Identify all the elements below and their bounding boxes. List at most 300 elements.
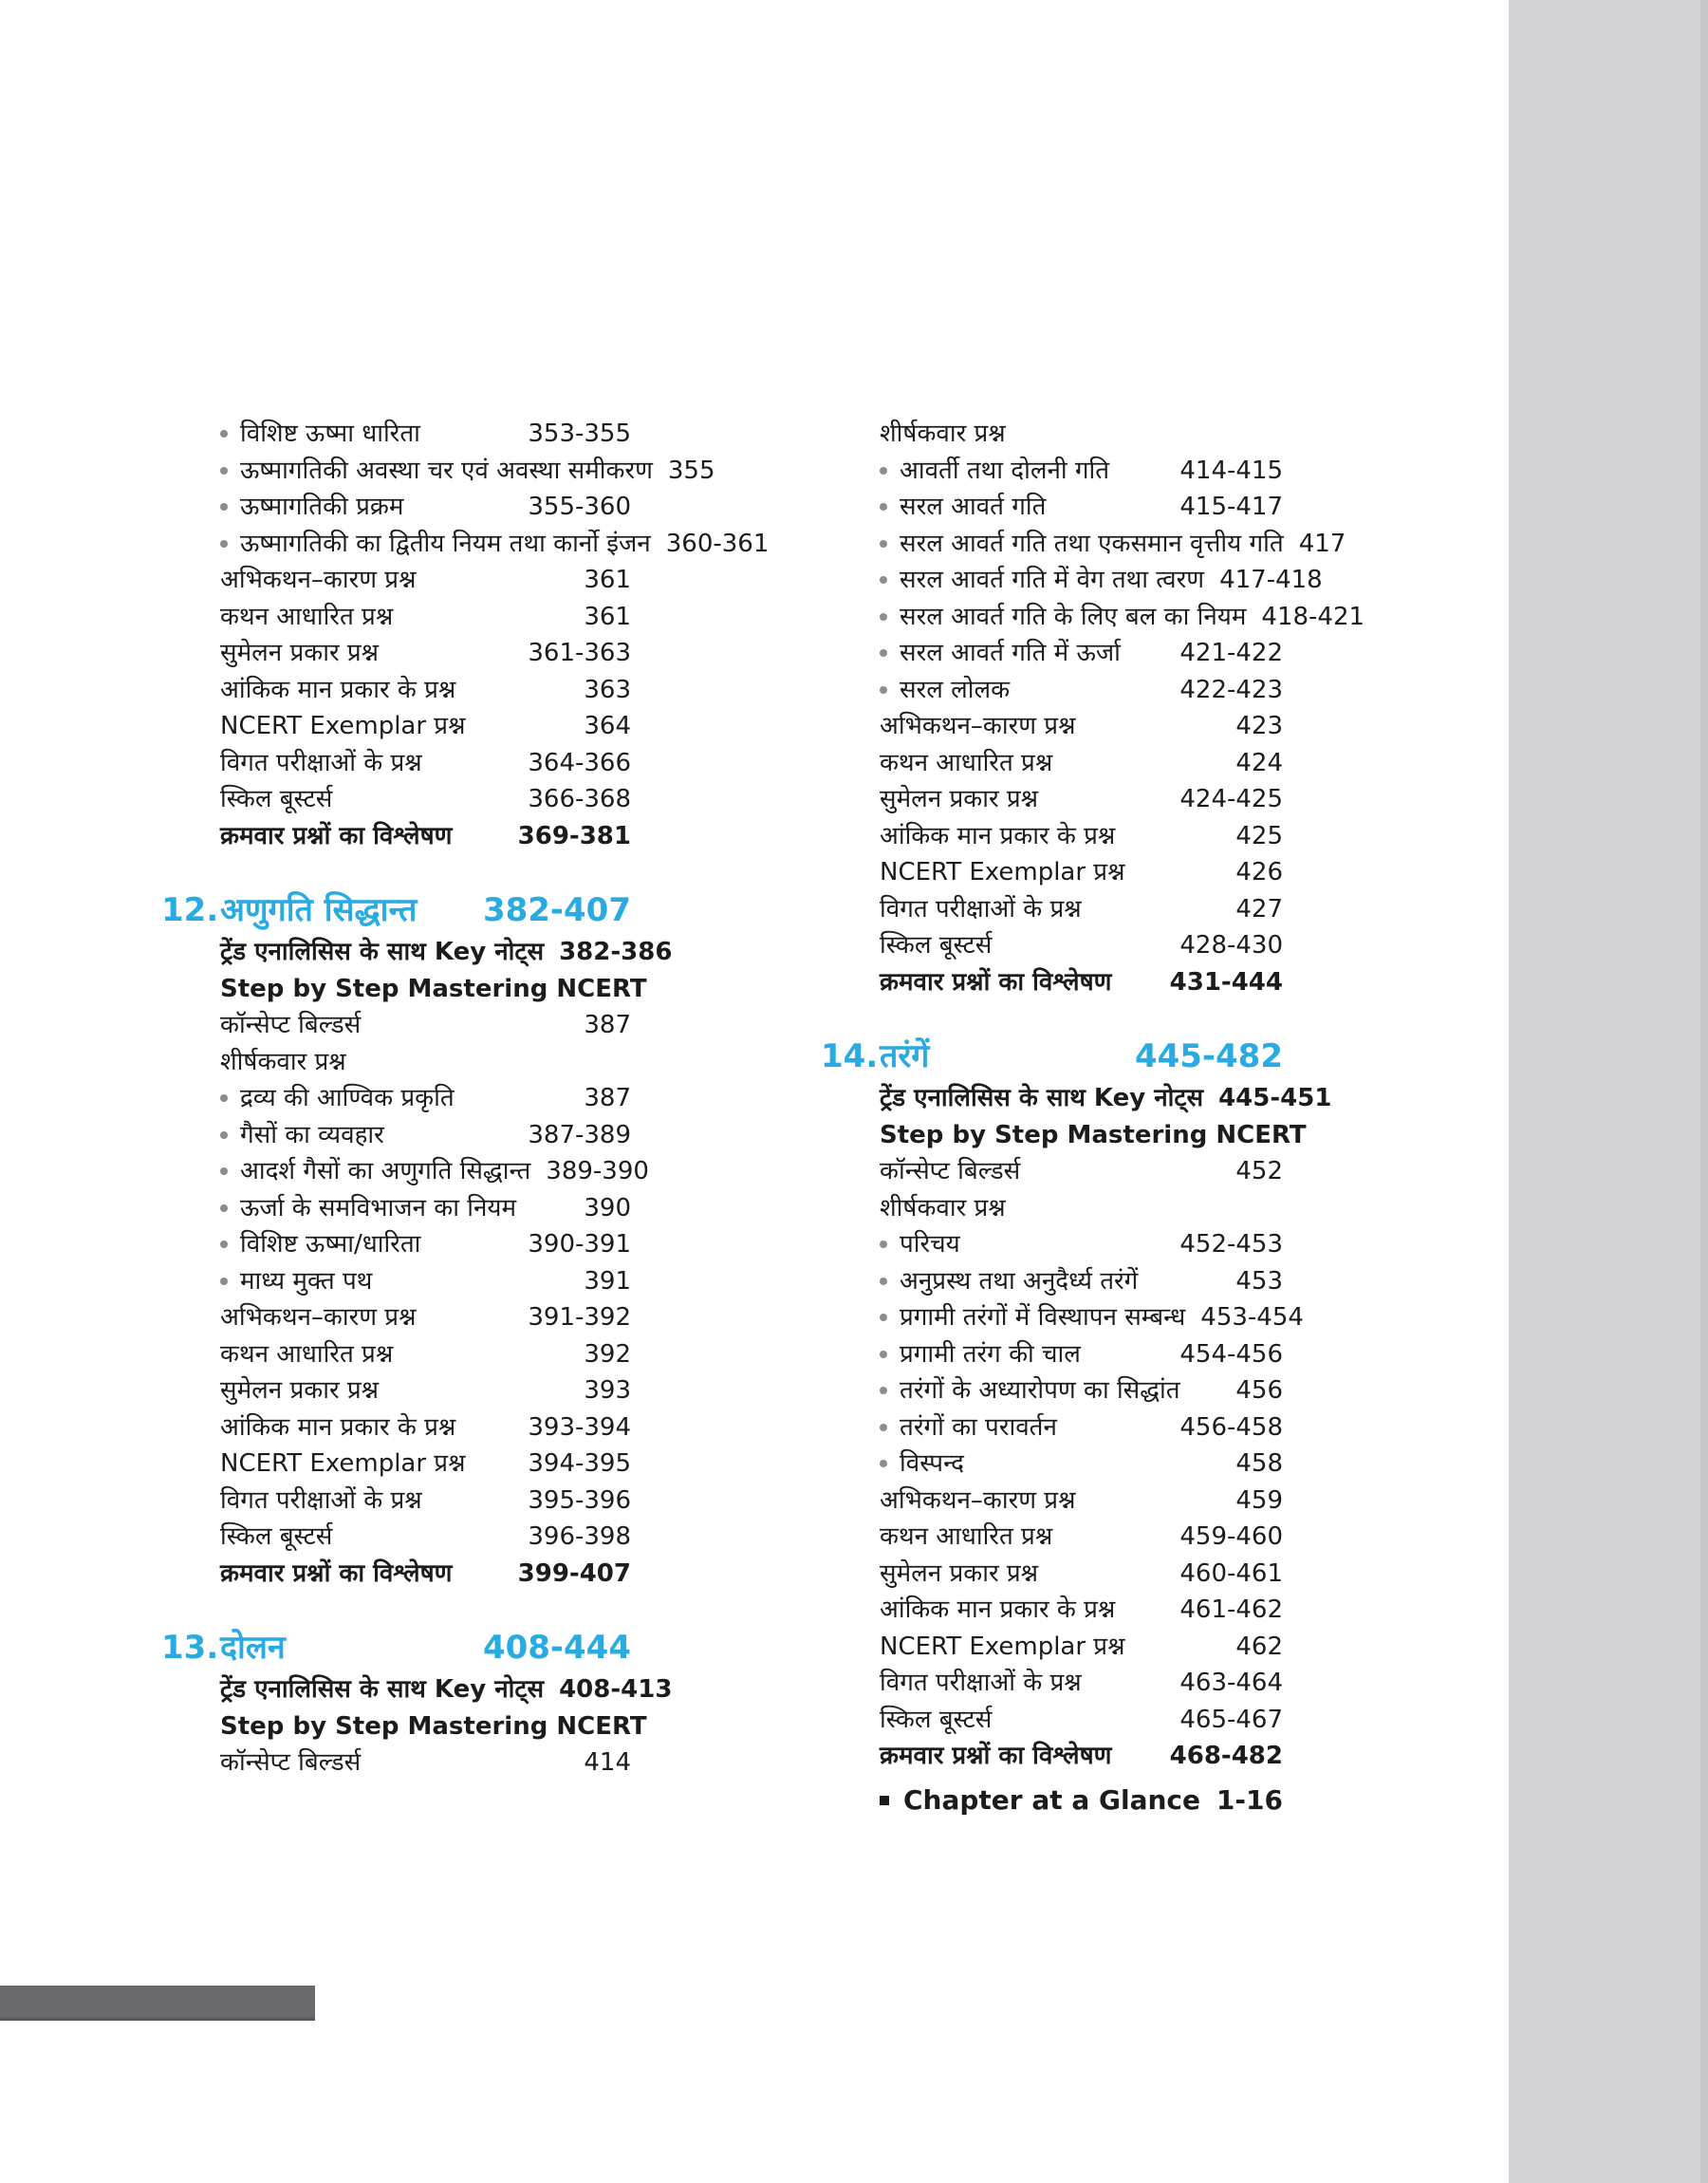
toc-pages: 389-390 — [546, 1157, 649, 1186]
toc-label — [880, 821, 1235, 850]
bullet-dot-icon — [220, 1241, 228, 1248]
toc-pages: 421-422 — [1179, 639, 1283, 668]
toc-pages: 364-366 — [528, 748, 631, 777]
toc-row — [161, 453, 715, 490]
bullet-dot-icon — [880, 1241, 887, 1248]
toc-pages: 1-16 — [1216, 1783, 1283, 1816]
toc-label-text: अभिकथन–कारण प्रश्न — [220, 566, 417, 595]
toc-pages: 417-418 — [1219, 566, 1323, 595]
toc-row — [161, 934, 673, 971]
toc-label — [880, 675, 1179, 704]
toc-label — [220, 1303, 528, 1333]
toc-row — [161, 781, 631, 818]
toc-label — [220, 458, 668, 483]
toc-label-text: माध्य मुक्त पथ — [240, 1266, 373, 1296]
toc-label-text: कथन आधारित प्रश्न — [220, 1339, 394, 1369]
toc-label — [880, 1485, 1235, 1515]
toc-pages: 387-389 — [528, 1120, 631, 1149]
toc-row — [161, 708, 631, 745]
toc-row — [821, 1556, 1283, 1593]
toc-row — [821, 927, 1283, 964]
toc-label-text: NCERT Exemplar प्रश्न — [220, 1449, 466, 1479]
toc-label-text: सरल आवर्त गति के लिए बल का नियम — [900, 602, 1247, 631]
toc-row — [821, 1446, 1283, 1483]
toc-row — [821, 635, 1283, 672]
toc-label — [880, 1376, 1235, 1406]
toc-row — [161, 1556, 631, 1593]
chapter-pages: 382-407 — [482, 891, 631, 929]
toc-row — [821, 1629, 1283, 1666]
toc-row — [821, 854, 1283, 891]
toc-label-text: तरंगों का परावर्तन — [900, 1412, 1057, 1442]
toc-pages: 414-415 — [1179, 456, 1283, 485]
toc-label — [880, 566, 1219, 595]
chapter-pages: 445-482 — [1134, 1037, 1283, 1075]
bullet-square-icon — [880, 1796, 889, 1805]
toc-pages: 393-394 — [528, 1412, 631, 1442]
toc-label-text: द्रव्य की आण्विक प्रकृति — [240, 1084, 455, 1113]
toc-label — [220, 566, 584, 595]
toc-pages: 395-396 — [528, 1485, 631, 1515]
toc-row — [821, 1483, 1283, 1520]
toc-label-text: सरल आवर्त गति में वेग तथा त्वरण — [900, 566, 1205, 595]
toc-label-text: परिचय — [900, 1230, 960, 1259]
toc-pages: 392 — [584, 1339, 631, 1369]
right-gray-strip — [1509, 0, 1708, 2183]
toc-pages: 396-398 — [528, 1522, 631, 1552]
toc-row — [161, 1263, 631, 1300]
toc-label-text: कथन आधारित प्रश्न — [220, 602, 394, 631]
toc-row — [821, 1519, 1283, 1556]
footer-gray-bar — [0, 1986, 315, 2021]
bullet-dot-icon — [880, 1314, 887, 1321]
bullet-dot-icon — [220, 1094, 228, 1102]
toc-row — [161, 1483, 631, 1520]
toc-label-text: शीर्षकवार प्रश्न — [880, 1193, 1006, 1222]
chapter-pages: 408-444 — [482, 1629, 631, 1667]
toc-label-text: आंकिक मान प्रकार के प्रश्न — [220, 1412, 456, 1442]
toc-label — [880, 1159, 1235, 1184]
toc-row — [821, 1263, 1283, 1300]
toc-label-text: Step by Step Mastering NCERT — [880, 1120, 1307, 1149]
chapter-title: तरंगें — [880, 1037, 930, 1075]
chapter-number: 13. — [161, 1629, 219, 1667]
toc-pages: 431-444 — [1169, 967, 1283, 997]
toc-row — [161, 1007, 631, 1044]
toc-row — [821, 1665, 1283, 1702]
toc-label-text: कॉन्सेप्ट बिल्डर्स — [880, 1157, 1021, 1186]
toc-label — [220, 1711, 662, 1741]
toc-label-text: आंकिक मान प्रकार के प्रश्न — [880, 821, 1116, 850]
toc-pages: 355 — [667, 456, 715, 485]
toc-pages: 393 — [584, 1376, 631, 1406]
toc-label — [220, 1449, 528, 1479]
toc-row — [161, 971, 647, 1008]
bullet-dot-icon — [880, 540, 887, 548]
toc-label — [220, 1193, 584, 1222]
toc-pages: 452 — [1235, 1157, 1283, 1186]
toc-label-text: Step by Step Mastering NCERT — [220, 974, 647, 1003]
toc-label-text: आंकिक मान प्रकार के प्रश्न — [880, 1595, 1116, 1625]
toc-pages: 415-417 — [1179, 493, 1283, 522]
toc-label — [220, 420, 528, 449]
toc-pages: 462 — [1235, 1632, 1283, 1661]
toc-label-text: गैसों का व्यवहार — [240, 1120, 384, 1149]
toc-pages: 454-456 — [1179, 1339, 1283, 1369]
toc-label — [880, 1339, 1179, 1369]
toc-label-text: अभिकथन–कारण प्रश्न — [220, 1303, 417, 1333]
toc-pages: 453 — [1235, 1266, 1283, 1296]
toc-pages: 369-381 — [517, 821, 631, 850]
toc-row — [821, 1226, 1283, 1263]
toc-label-text: ट्रेंड एनालिसिस के साथ Key नोट्स — [220, 1675, 545, 1705]
bullet-dot-icon — [880, 686, 887, 694]
toc-label — [220, 712, 584, 741]
toc-label-text: कथन आधारित प्रश्न — [880, 748, 1053, 777]
bullet-dot-icon — [220, 1278, 228, 1285]
toc-label — [880, 420, 1283, 449]
toc-label — [880, 748, 1235, 777]
toc-row — [821, 562, 1323, 599]
toc-label-text: सरल आवर्त गति तथा एकसमान वृत्तीय गति — [900, 529, 1284, 558]
toc-label — [880, 1742, 1170, 1771]
toc-pages: 414 — [584, 1748, 631, 1778]
toc-row — [821, 672, 1283, 709]
toc-row — [161, 635, 631, 672]
toc-label — [220, 1047, 631, 1076]
toc-label-text: आंकिक मान प्रकार के प्रश्न — [220, 675, 456, 704]
toc-row — [821, 708, 1283, 745]
toc-pages: 353-355 — [528, 420, 631, 449]
toc-label-text: ट्रेंड एनालिसिस के साथ Key नोट्स — [880, 1084, 1204, 1113]
toc-label-text: शीर्षकवार प्रश्न — [880, 420, 1006, 449]
toc-row — [161, 526, 770, 563]
toc-label-text: स्किल बूस्टर्स — [220, 785, 333, 814]
toc-label-text: ऊष्मागतिकी प्रक्रम — [240, 493, 404, 522]
toc-label — [880, 1595, 1179, 1625]
toc-label-text: कथन आधारित प्रश्न — [880, 1522, 1053, 1552]
bullet-dot-icon — [220, 1167, 228, 1175]
toc-pages: 465-467 — [1179, 1705, 1283, 1734]
toc-label-text: अनुप्रस्थ तथा अनुदैर्ध्य तरंगें — [900, 1266, 1139, 1296]
toc-label-text: NCERT Exemplar प्रश्न — [880, 1632, 1125, 1661]
toc-label — [220, 1159, 546, 1184]
toc-row — [161, 562, 631, 599]
toc-pages: 424 — [1235, 748, 1283, 777]
toc-label — [880, 1558, 1179, 1588]
toc-label-text: सुमेलन प्रकार प्रश्न — [220, 1376, 380, 1406]
toc-row — [161, 1226, 631, 1263]
toc-label-text: प्रगामी तरंगों में विस्थापन सम्बन्ध — [900, 1303, 1186, 1333]
toc-label — [880, 1266, 1235, 1296]
left-column — [161, 416, 770, 1782]
toc-label — [880, 860, 1235, 885]
toc-label-text: स्किल बूस्टर्स — [880, 1705, 993, 1734]
toc-row — [161, 672, 631, 709]
toc-pages: 391 — [584, 1266, 631, 1296]
toc-pages: 463-464 — [1179, 1669, 1283, 1698]
toc-label-text: ऊष्मागतिकी अवस्था चर एवं अवस्था समीकरण — [240, 456, 653, 485]
toc-pages: 427 — [1235, 894, 1283, 924]
toc-label — [220, 938, 559, 967]
toc-label — [880, 712, 1235, 741]
toc-label — [220, 1376, 584, 1406]
toc-label — [220, 787, 528, 812]
toc-label-text: शीर्षकवार प्रश्न — [220, 1047, 346, 1076]
toc-label-text: विगत परीक्षाओं के प्रश्न — [880, 1669, 1082, 1698]
toc-row — [161, 489, 631, 526]
toc-label-text: सुमेलन प्रकार प्रश्न — [220, 639, 380, 668]
toc-label — [220, 1011, 584, 1040]
bullet-dot-icon — [880, 1278, 887, 1285]
toc-row — [161, 1409, 631, 1446]
toc-row — [161, 1708, 647, 1745]
bullet-dot-icon — [880, 1387, 887, 1394]
toc-label — [880, 1232, 1179, 1257]
toc-label-text: ऊष्मागतिकी का द्वितीय नियम तथा कार्नो इंजन — [240, 529, 651, 558]
toc-label — [220, 1339, 584, 1369]
toc-row — [821, 781, 1283, 818]
toc-label — [880, 639, 1179, 668]
toc-row — [161, 1299, 631, 1336]
toc-label-text: विशिष्ट ऊष्मा धारिता — [240, 420, 420, 449]
toc-label-text: कॉन्सेप्ट बिल्डर्स — [220, 1011, 362, 1040]
toc-row — [821, 818, 1283, 855]
toc-row — [821, 1299, 1304, 1336]
toc-pages: 361 — [584, 566, 631, 595]
toc-row — [821, 1738, 1283, 1775]
toc-pages: 445-451 — [1218, 1084, 1332, 1113]
toc-label-text: विशिष्ट ऊष्मा/धारिता — [240, 1230, 421, 1259]
toc-label-text: Chapter at a Glance — [903, 1783, 1201, 1816]
toc-label-text: अभिकथन–कारण प्रश्न — [880, 1485, 1076, 1515]
toc-pages: 453-454 — [1200, 1303, 1304, 1333]
toc-label-text: विस्पन्द — [900, 1449, 964, 1479]
toc-label-text: आवर्ती तथा दोलनी गति — [900, 456, 1110, 485]
toc-pages: 460-461 — [1179, 1558, 1283, 1588]
toc-pages: 364 — [584, 712, 631, 741]
toc-label — [220, 748, 528, 777]
toc-label-text: प्रगामी तरंग की चाल — [900, 1339, 1081, 1369]
toc-pages: 390-391 — [528, 1230, 631, 1259]
bullet-dot-icon — [880, 649, 887, 657]
toc-pages: 363 — [584, 675, 631, 704]
toc-label — [220, 974, 662, 1003]
toc-pages: 387 — [584, 1084, 631, 1113]
toc-row — [161, 1671, 673, 1708]
toc-row — [161, 1044, 631, 1081]
toc-row — [821, 891, 1283, 928]
toc-label — [880, 1707, 1179, 1732]
bullet-dot-icon — [880, 467, 887, 475]
toc-row — [161, 1519, 631, 1556]
toc-pages: 459-460 — [1179, 1522, 1283, 1552]
toc-label — [880, 1449, 1235, 1479]
toc-label-text: क्रमवार प्रश्नों का विश्लेषण — [880, 1742, 1112, 1771]
bullet-dot-icon — [880, 1424, 887, 1431]
bullet-dot-icon — [220, 1131, 228, 1139]
chapter-number: 14. — [821, 1037, 879, 1075]
toc-label-text: सुमेलन प्रकार प्रश्न — [880, 1558, 1039, 1588]
toc-label-text: आदर्श गैसों का अणुगति सिद्धान्त — [240, 1157, 531, 1186]
toc-row — [161, 599, 631, 636]
toc-pages: 423 — [1235, 712, 1283, 741]
toc-label-text: विगत परीक्षाओं के प्रश्न — [880, 894, 1082, 924]
toc-label-text: कॉन्सेप्ट बिल्डर्स — [220, 1748, 362, 1778]
toc-pages: 424-425 — [1179, 785, 1283, 814]
toc-row — [821, 745, 1283, 782]
toc-label — [220, 529, 666, 558]
bullet-dot-icon — [880, 613, 887, 621]
toc-row — [821, 1117, 1307, 1154]
toc-row — [821, 526, 1346, 563]
toc-label — [880, 1783, 1216, 1816]
toc-label-text: सरल लोलक — [900, 675, 1011, 704]
toc-label — [220, 1485, 528, 1515]
toc-label — [880, 1303, 1200, 1333]
chapter-number: 12. — [161, 891, 219, 929]
toc-pages: 452-453 — [1179, 1230, 1283, 1259]
toc-label — [220, 1120, 528, 1149]
toc-pages: 425 — [1235, 821, 1283, 850]
toc-pages: 418-421 — [1261, 602, 1365, 631]
toc-label — [880, 529, 1299, 558]
toc-pages: 426 — [1235, 858, 1283, 887]
chapter-title: अणुगति सिद्धान्त — [220, 891, 418, 929]
toc-pages: 399-407 — [517, 1558, 631, 1588]
bullet-dot-icon — [220, 1204, 228, 1212]
toc-label-text: क्रमवार प्रश्नों का विश्लेषण — [220, 821, 453, 850]
toc-label — [880, 787, 1179, 812]
toc-pages: 391-392 — [528, 1303, 631, 1333]
right-column — [821, 416, 1365, 1819]
toc-row — [161, 1080, 631, 1117]
toc-pages: 456 — [1235, 1376, 1283, 1406]
toc-label — [220, 493, 528, 522]
toc-label — [880, 1084, 1218, 1113]
bullet-dot-icon — [220, 430, 228, 438]
toc-label-text: विगत परीक्षाओं के प्रश्न — [220, 1485, 422, 1515]
toc-label — [880, 931, 1179, 961]
toc-row — [821, 1153, 1283, 1190]
toc-label-text: सरल आवर्त गति में ऊर्जा — [900, 639, 1121, 668]
toc-row — [821, 1080, 1332, 1117]
toc-label — [880, 1193, 1283, 1222]
toc-label — [880, 1634, 1235, 1659]
toc-pages: 390 — [584, 1193, 631, 1222]
toc-pages: 468-482 — [1169, 1742, 1283, 1771]
bullet-dot-icon — [880, 1460, 887, 1467]
toc-label — [880, 1120, 1322, 1149]
toc-pages: 456-458 — [1179, 1412, 1283, 1442]
toc-label — [880, 967, 1170, 997]
chapter-heading — [161, 1624, 631, 1671]
toc-pages: 361 — [584, 602, 631, 631]
toc-row — [821, 599, 1365, 636]
toc-pages: 360-361 — [665, 529, 770, 558]
toc-label-text: सरल आवर्त गति — [900, 493, 1047, 522]
toc-row — [821, 453, 1283, 490]
toc-label-text: विगत परीक्षाओं के प्रश्न — [220, 748, 422, 777]
bullet-dot-icon — [880, 1351, 887, 1358]
toc-label — [880, 1669, 1179, 1698]
toc-row — [821, 1372, 1283, 1409]
toc-row — [821, 1702, 1283, 1739]
bullet-dot-icon — [220, 503, 228, 511]
toc-label-text: Step by Step Mastering NCERT — [220, 1711, 647, 1741]
toc-label-text: स्किल बूस्टर्स — [220, 1522, 333, 1552]
toc-row — [821, 1592, 1283, 1629]
toc-pages: 382-386 — [559, 938, 673, 967]
toc-pages: 422-423 — [1179, 675, 1283, 704]
toc-row — [161, 1190, 631, 1227]
bullet-dot-icon — [220, 540, 228, 548]
toc-pages: 461-462 — [1179, 1595, 1283, 1625]
toc-label — [880, 894, 1235, 924]
chapter-title: दोलन — [220, 1629, 286, 1667]
toc-row — [161, 1372, 631, 1409]
toc-row — [161, 818, 631, 855]
toc-row — [821, 964, 1283, 1001]
toc-row — [821, 1409, 1283, 1446]
toc-row — [161, 745, 631, 782]
toc-pages: 366-368 — [528, 785, 631, 814]
toc-label-text: क्रमवार प्रश्नों का विश्लेषण — [220, 1558, 453, 1588]
toc-row — [161, 1117, 631, 1154]
page-edge-shade — [1700, 0, 1708, 2183]
toc-pages: 408-413 — [559, 1675, 673, 1705]
toc-label-text: ट्रेंड एनालिसिस के साथ Key नोट्स — [220, 938, 545, 967]
toc-label-text: अभिकथन–कारण प्रश्न — [880, 712, 1076, 741]
toc-row — [821, 1190, 1283, 1227]
toc-row — [161, 1153, 649, 1190]
toc-label — [220, 1558, 518, 1588]
toc-pages: 361-363 — [528, 639, 631, 668]
toc-pages: 355-360 — [528, 493, 631, 522]
toc-pages: 428-430 — [1179, 931, 1283, 961]
toc-row — [161, 416, 631, 453]
toc-label-text: क्रमवार प्रश्नों का विश्लेषण — [880, 967, 1112, 997]
toc-row — [821, 489, 1283, 526]
chapter-heading — [161, 886, 631, 934]
toc-row — [821, 416, 1283, 453]
toc-pages: 394-395 — [528, 1449, 631, 1479]
bullet-dot-icon — [220, 467, 228, 475]
toc-label — [220, 1675, 559, 1705]
toc-label — [220, 1266, 584, 1296]
toc-row — [821, 1336, 1283, 1373]
toc-row — [821, 1782, 1283, 1819]
toc-label-text: सुमेलन प्रकार प्रश्न — [880, 785, 1039, 814]
toc-label-text: NCERT Exemplar प्रश्न — [220, 712, 466, 741]
toc-label-text: NCERT Exemplar प्रश्न — [880, 858, 1125, 887]
toc-label-text: स्किल बूस्टर्स — [880, 931, 993, 961]
bullet-dot-icon — [880, 503, 887, 511]
toc-label — [220, 1748, 584, 1778]
toc-pages: 459 — [1235, 1485, 1283, 1515]
toc-label — [880, 1522, 1179, 1552]
toc-label — [220, 1232, 528, 1257]
bullet-dot-icon — [880, 576, 887, 584]
toc-label — [220, 1084, 584, 1113]
toc-label — [880, 458, 1179, 483]
toc-label — [880, 493, 1179, 522]
toc-label-text: तरंगों के अध्यारोपण का सिद्धांत — [900, 1376, 1180, 1406]
toc-row — [161, 1336, 631, 1373]
chapter-heading — [821, 1033, 1283, 1080]
toc-pages: 458 — [1235, 1449, 1283, 1479]
toc-label — [220, 675, 584, 704]
